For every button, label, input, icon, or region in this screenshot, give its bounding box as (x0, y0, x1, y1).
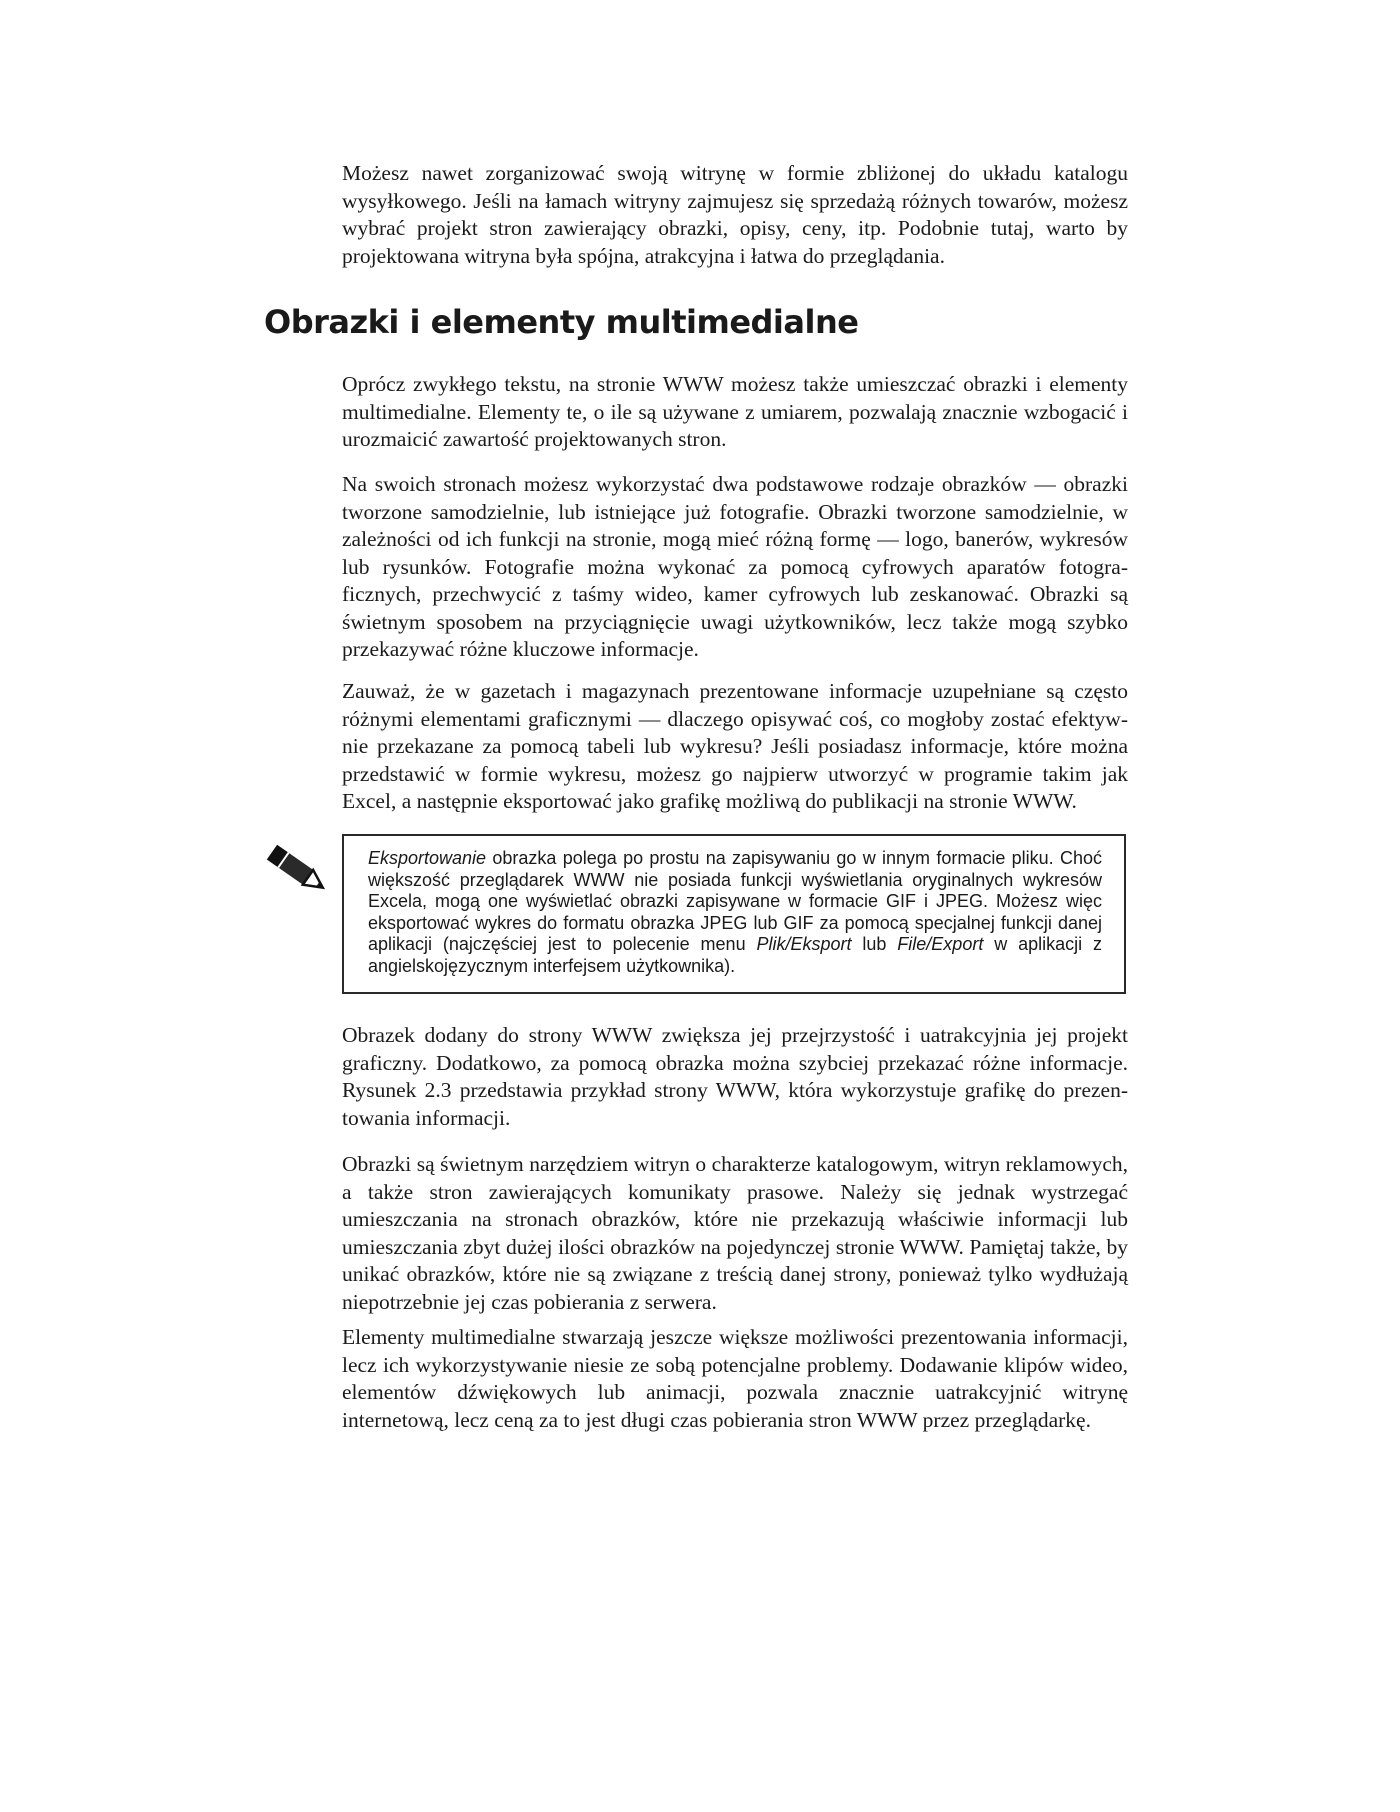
paragraph-charts: Zauważ, że w gazetach i magazynach prezentowane informacje uzupełniane są często różnymi elementami graficznymi — dlaczego opisywać coś, co mogłoby zostać efektywnie przekazane za pomocą tabeli lub wykresu? Jeśli posiadasz informacje, które można przedstawić w formie wykresu, możesz go najpierw utworzyć w programie takim jak Excel, a następnie eksportować jako grafikę możliwą do publikacji na stronie WWW. (342, 679, 1128, 813)
paragraph-multimedia: Elementy multimedialne stwarzają jeszcze większe możliwości prezentowania informacji, lecz ich wykorzystywanie niesie ze sobą potencjalne problemy. Dodawanie klipów wideo, elementów dźwiękowych lub animacji, pozwala znacznie uatrakcyjnić witrynę internetową, lecz ceną za to jest długi czas pobierania stron WWW przez przeglądarkę. (342, 1325, 1128, 1432)
note-text: Eksportowanie obrazka polega po prostu na zapisywaniu go w innym formacie pliku. Choć większość przeglądarek WWW nie posiada funkcji wyświetlania oryginalnych wykresów Excela, mogą one wyświetlać obrazki zapisywane w formacie GIF i JPEG. Możesz więc eksportować wykres do formatu obrazka JPEG lub GIF za pomocą specjalnej funkcji danej aplikacji (najczęściej jest to polecenie menu Plik/Eksport lub File/Export w aplikacji z angielskojęzycznym interfejsem użytkownika). (368, 848, 1103, 976)
paragraph-image-caution: Obrazki są świetnym narzędziem witryn o charakterze katalogowym, witryn reklamowych, a także stron zawierających komunikaty prasowe. Należy się jednak wystrzegać umieszczania na stronach obrazków, które nie przekazują właściwie informacji lub umieszczania zbyt dużej ilości obrazków na pojedynczej stronie WWW. Pamiętaj także, by unikać obrazków, które nie są związane z treścią danej strony, ponieważ tylko wydłużają niepotrzebnie jej czas pobierania z serwera. (342, 1152, 1128, 1314)
section-heading: Obrazki i elementy multimedialne (264, 303, 859, 341)
paragraph-catalog-layout: Możesz nawet zorganizować swoją witrynę w formie zbliżonej do układu katalogu wysyłkowego. Jeśli na łamach witryny zajmujesz się sprzedażą różnych towarów, możesz wybrać projekt stron zawierający obrazki, opisy, ceny, itp. Podobnie tutaj, warto by projektowana witryna była spójna, atrakcyjna i łatwa do przeglądania. (342, 161, 1128, 268)
paragraph-image-benefits: Obrazek dodany do strony WWW zwiększa jej przejrzystość i uatrakcyjnia jej projekt graficzny. Dodatkowo, za pomocą obrazka można szybciej przekazać różne informacje. Rysunek 2.3 przedstawia przykład strony WWW, która wykorzystuje grafikę do prezentowania informacji. (342, 1023, 1128, 1130)
note-box (342, 834, 1126, 994)
paragraph-image-types: Na swoich stronach możesz wykorzystać dwa podstawowe rodzaje obrazków — obrazki tworzone samodzielnie, lub istniejące już fotografie. Obrazki tworzone samodzielnie, w zależności od ich funkcji na stronie, mogą mieć różną formę — logo, banerów, wykresów lub rysunków. Fotografie można wykonać za pomocą cyfrowych aparatów fotograficznych, przechwycić z taśmy wideo, kamer cyfrowych lub zeskanować. Obrazki są świetnym sposobem na przyciągnięcie uwagi użytkowników, lecz także mogą szybko przekazywać różne kluczowe informacje. (342, 472, 1128, 661)
pencil-icon (262, 838, 336, 904)
menu-path-pl: Plik/Eksport (756, 934, 852, 954)
menu-path-en: File/Export (897, 934, 984, 954)
note-term: Eksportowanie (368, 848, 487, 868)
paragraph-intro-images: Oprócz zwykłego tekstu, na stronie WWW możesz także umieszczać obrazki i elementy multimedialne. Elementy te, o ile są używane z umiarem, pozwalają znacznie wzbogacić i urozmaicić zawartość projektowanych stron. (342, 372, 1128, 451)
